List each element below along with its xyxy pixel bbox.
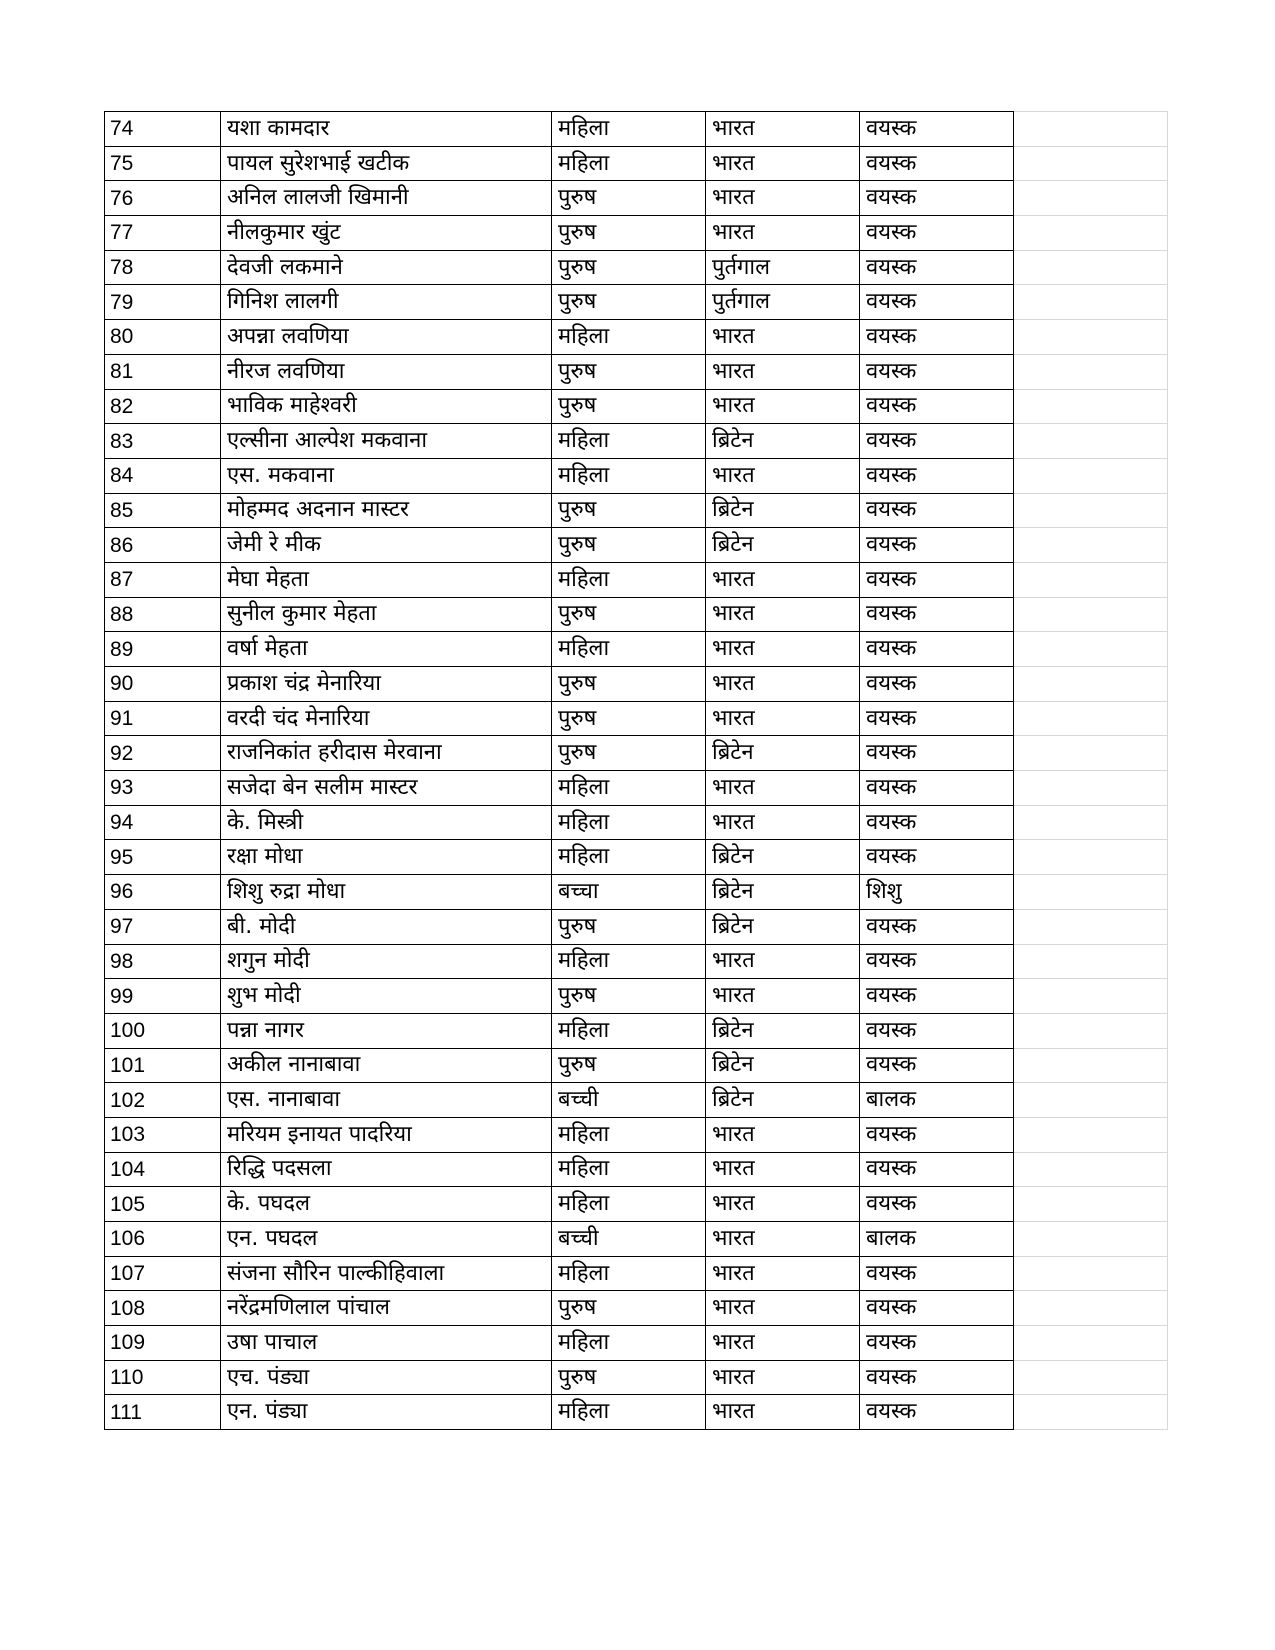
- gender-cell: पुरुष: [552, 1048, 706, 1083]
- age-group-cell: वयस्क: [860, 424, 1014, 459]
- age-group-cell: शिशु: [860, 875, 1014, 910]
- person-name: सजेदा बेन सलीम मास्टर: [221, 771, 552, 806]
- person-name: प्रकाश चंद्र मेनारिया: [221, 667, 552, 702]
- row-number: 107: [105, 1256, 221, 1291]
- empty-cell: [1014, 1291, 1168, 1326]
- person-name: बी. मोदी: [221, 909, 552, 944]
- table-row: [105, 181, 1168, 216]
- table-row: [105, 1048, 1168, 1083]
- row-number: 110: [105, 1360, 221, 1395]
- country-cell: भारत: [706, 112, 860, 147]
- age-group-cell: वयस्क: [860, 1152, 1014, 1187]
- table-row: [105, 771, 1168, 806]
- person-name: उषा पाचाल: [221, 1326, 552, 1361]
- age-group-cell: वयस्क: [860, 1048, 1014, 1083]
- country-cell: भारत: [706, 944, 860, 979]
- age-group-cell: वयस्क: [860, 320, 1014, 355]
- gender-cell: महिला: [552, 632, 706, 667]
- gender-cell: महिला: [552, 320, 706, 355]
- gender-cell: पुरुष: [552, 701, 706, 736]
- age-group-cell: वयस्क: [860, 250, 1014, 285]
- gender-cell: पुरुष: [552, 493, 706, 528]
- empty-cell: [1014, 528, 1168, 563]
- person-name: के. मिस्त्री: [221, 805, 552, 840]
- table-row: [105, 736, 1168, 771]
- empty-cell: [1014, 146, 1168, 181]
- row-number: 84: [105, 458, 221, 493]
- person-name: एस. मकवाना: [221, 458, 552, 493]
- empty-cell: [1014, 1013, 1168, 1048]
- table-row: [105, 979, 1168, 1014]
- row-number: 99: [105, 979, 221, 1014]
- row-number: 81: [105, 354, 221, 389]
- person-name: यशा कामदार: [221, 112, 552, 147]
- table-row: [105, 1222, 1168, 1257]
- empty-cell: [1014, 667, 1168, 702]
- row-number: 76: [105, 181, 221, 216]
- row-number: 82: [105, 389, 221, 424]
- age-group-cell: वयस्क: [860, 805, 1014, 840]
- gender-cell: महिला: [552, 840, 706, 875]
- country-cell: भारत: [706, 354, 860, 389]
- table-row: [105, 1360, 1168, 1395]
- table-row: [105, 389, 1168, 424]
- empty-cell: [1014, 597, 1168, 632]
- table-row: [105, 597, 1168, 632]
- row-number: 93: [105, 771, 221, 806]
- age-group-cell: वयस्क: [860, 1360, 1014, 1395]
- table-row: [105, 1083, 1168, 1118]
- row-number: 103: [105, 1117, 221, 1152]
- country-cell: भारत: [706, 320, 860, 355]
- age-group-cell: वयस्क: [860, 181, 1014, 216]
- row-number: 77: [105, 216, 221, 251]
- person-name: एस. नानाबावा: [221, 1083, 552, 1118]
- age-group-cell: बालक: [860, 1083, 1014, 1118]
- table-row: [105, 875, 1168, 910]
- row-number: 75: [105, 146, 221, 181]
- gender-cell: महिला: [552, 771, 706, 806]
- country-cell: भारत: [706, 979, 860, 1014]
- row-number: 85: [105, 493, 221, 528]
- country-cell: पुर्तगाल: [706, 285, 860, 320]
- country-cell: भारत: [706, 1222, 860, 1257]
- person-name: वरदी चंद मेनारिया: [221, 701, 552, 736]
- gender-cell: पुरुष: [552, 528, 706, 563]
- country-cell: भारत: [706, 146, 860, 181]
- person-name: शिशु रुद्रा मोधा: [221, 875, 552, 910]
- table-row: [105, 1152, 1168, 1187]
- age-group-cell: वयस्क: [860, 909, 1014, 944]
- table-row: [105, 493, 1168, 528]
- table-row: [105, 1117, 1168, 1152]
- row-number: 98: [105, 944, 221, 979]
- row-number: 111: [105, 1395, 221, 1430]
- table-row: [105, 146, 1168, 181]
- country-cell: ब्रिटेन: [706, 909, 860, 944]
- age-group-cell: वयस्क: [860, 1013, 1014, 1048]
- gender-cell: महिला: [552, 1187, 706, 1222]
- person-name: संजना सौरिन पाल्कीहिवाला: [221, 1256, 552, 1291]
- table-row: [105, 840, 1168, 875]
- age-group-cell: वयस्क: [860, 1326, 1014, 1361]
- gender-cell: पुरुष: [552, 181, 706, 216]
- empty-cell: [1014, 112, 1168, 147]
- table-row: [105, 285, 1168, 320]
- age-group-cell: वयस्क: [860, 112, 1014, 147]
- empty-cell: [1014, 354, 1168, 389]
- person-name: एल्सीना आल्पेश मकवाना: [221, 424, 552, 459]
- empty-cell: [1014, 771, 1168, 806]
- row-number: 83: [105, 424, 221, 459]
- empty-cell: [1014, 181, 1168, 216]
- table-row: [105, 1291, 1168, 1326]
- empty-cell: [1014, 320, 1168, 355]
- gender-cell: पुरुष: [552, 285, 706, 320]
- person-name: मेघा मेहता: [221, 562, 552, 597]
- person-name: एन. पंड्या: [221, 1395, 552, 1430]
- age-group-cell: वयस्क: [860, 1291, 1014, 1326]
- age-group-cell: वयस्क: [860, 736, 1014, 771]
- gender-cell: पुरुष: [552, 667, 706, 702]
- table-row: [105, 528, 1168, 563]
- person-name: जेमी रे मीक: [221, 528, 552, 563]
- gender-cell: पुरुष: [552, 597, 706, 632]
- row-number: 101: [105, 1048, 221, 1083]
- person-name: एच. पंड्या: [221, 1360, 552, 1395]
- row-number: 94: [105, 805, 221, 840]
- age-group-cell: वयस्क: [860, 840, 1014, 875]
- gender-cell: पुरुष: [552, 909, 706, 944]
- country-cell: ब्रिटेन: [706, 424, 860, 459]
- passenger-table: [104, 111, 1168, 1430]
- age-group-cell: वयस्क: [860, 632, 1014, 667]
- gender-cell: महिला: [552, 146, 706, 181]
- row-number: 105: [105, 1187, 221, 1222]
- row-number: 90: [105, 667, 221, 702]
- gender-cell: महिला: [552, 112, 706, 147]
- person-name: नीरज लवणिया: [221, 354, 552, 389]
- age-group-cell: वयस्क: [860, 354, 1014, 389]
- country-cell: भारत: [706, 1395, 860, 1430]
- gender-cell: महिला: [552, 1013, 706, 1048]
- country-cell: भारत: [706, 1152, 860, 1187]
- table-row: [105, 667, 1168, 702]
- country-cell: ब्रिटेन: [706, 1048, 860, 1083]
- age-group-cell: वयस्क: [860, 944, 1014, 979]
- age-group-cell: वयस्क: [860, 979, 1014, 1014]
- gender-cell: महिला: [552, 458, 706, 493]
- empty-cell: [1014, 944, 1168, 979]
- table-row: [105, 1256, 1168, 1291]
- gender-cell: पुरुष: [552, 1360, 706, 1395]
- table-row: [105, 250, 1168, 285]
- row-number: 92: [105, 736, 221, 771]
- gender-cell: पुरुष: [552, 736, 706, 771]
- table-row: [105, 701, 1168, 736]
- person-name: भाविक माहेश्वरी: [221, 389, 552, 424]
- gender-cell: बच्चा: [552, 875, 706, 910]
- row-number: 89: [105, 632, 221, 667]
- person-name: गिनिश लालगी: [221, 285, 552, 320]
- age-group-cell: वयस्क: [860, 146, 1014, 181]
- person-name: शुभ मोदी: [221, 979, 552, 1014]
- empty-cell: [1014, 736, 1168, 771]
- country-cell: भारत: [706, 1117, 860, 1152]
- gender-cell: महिला: [552, 805, 706, 840]
- country-cell: भारत: [706, 632, 860, 667]
- gender-cell: पुरुष: [552, 354, 706, 389]
- country-cell: ब्रिटेन: [706, 840, 860, 875]
- age-group-cell: वयस्क: [860, 493, 1014, 528]
- gender-cell: महिला: [552, 1256, 706, 1291]
- gender-cell: महिला: [552, 1395, 706, 1430]
- empty-cell: [1014, 875, 1168, 910]
- row-number: 88: [105, 597, 221, 632]
- row-number: 106: [105, 1222, 221, 1257]
- empty-cell: [1014, 424, 1168, 459]
- person-name: सुनील कुमार मेहता: [221, 597, 552, 632]
- gender-cell: पुरुष: [552, 1291, 706, 1326]
- person-name: देवजी लकमाने: [221, 250, 552, 285]
- country-cell: भारत: [706, 1326, 860, 1361]
- row-number: 74: [105, 112, 221, 147]
- country-cell: भारत: [706, 1360, 860, 1395]
- table-row: [105, 320, 1168, 355]
- country-cell: ब्रिटेन: [706, 875, 860, 910]
- person-name: के. पघदल: [221, 1187, 552, 1222]
- table-row: [105, 1326, 1168, 1361]
- gender-cell: महिला: [552, 944, 706, 979]
- age-group-cell: वयस्क: [860, 1187, 1014, 1222]
- person-name: पायल सुरेशभाई खटीक: [221, 146, 552, 181]
- table-body: [105, 112, 1168, 1430]
- person-name: पन्ना नागर: [221, 1013, 552, 1048]
- country-cell: भारत: [706, 1256, 860, 1291]
- age-group-cell: वयस्क: [860, 458, 1014, 493]
- table-row: [105, 354, 1168, 389]
- empty-cell: [1014, 1048, 1168, 1083]
- empty-cell: [1014, 562, 1168, 597]
- table-row: [105, 562, 1168, 597]
- country-cell: ब्रिटेन: [706, 1083, 860, 1118]
- country-cell: भारत: [706, 701, 860, 736]
- table-row: [105, 216, 1168, 251]
- age-group-cell: वयस्क: [860, 1395, 1014, 1430]
- empty-cell: [1014, 216, 1168, 251]
- person-name: राजनिकांत हरीदास मेरवाना: [221, 736, 552, 771]
- empty-cell: [1014, 840, 1168, 875]
- person-name: वर्षा मेहता: [221, 632, 552, 667]
- age-group-cell: वयस्क: [860, 701, 1014, 736]
- country-cell: भारत: [706, 181, 860, 216]
- gender-cell: महिला: [552, 1117, 706, 1152]
- gender-cell: महिला: [552, 562, 706, 597]
- person-name: अपन्ना लवणिया: [221, 320, 552, 355]
- empty-cell: [1014, 1256, 1168, 1291]
- country-cell: ब्रिटेन: [706, 1013, 860, 1048]
- age-group-cell: वयस्क: [860, 667, 1014, 702]
- gender-cell: पुरुष: [552, 389, 706, 424]
- age-group-cell: वयस्क: [860, 1117, 1014, 1152]
- person-name: एन. पघदल: [221, 1222, 552, 1257]
- empty-cell: [1014, 701, 1168, 736]
- row-number: 80: [105, 320, 221, 355]
- empty-cell: [1014, 285, 1168, 320]
- empty-cell: [1014, 493, 1168, 528]
- empty-cell: [1014, 1117, 1168, 1152]
- empty-cell: [1014, 1326, 1168, 1361]
- country-cell: भारत: [706, 562, 860, 597]
- country-cell: भारत: [706, 597, 860, 632]
- empty-cell: [1014, 1360, 1168, 1395]
- person-name: अनिल लालजी खिमानी: [221, 181, 552, 216]
- empty-cell: [1014, 458, 1168, 493]
- country-cell: भारत: [706, 216, 860, 251]
- age-group-cell: बालक: [860, 1222, 1014, 1257]
- empty-cell: [1014, 1152, 1168, 1187]
- empty-cell: [1014, 389, 1168, 424]
- gender-cell: पुरुष: [552, 216, 706, 251]
- person-name: रक्षा मोधा: [221, 840, 552, 875]
- person-name: नीलकुमार खुंट: [221, 216, 552, 251]
- person-name: मरियम इनायत पादरिया: [221, 1117, 552, 1152]
- table-row: [105, 1187, 1168, 1222]
- empty-cell: [1014, 250, 1168, 285]
- country-cell: भारत: [706, 1187, 860, 1222]
- empty-cell: [1014, 632, 1168, 667]
- gender-cell: बच्ची: [552, 1083, 706, 1118]
- country-cell: भारत: [706, 667, 860, 702]
- age-group-cell: वयस्क: [860, 771, 1014, 806]
- row-number: 78: [105, 250, 221, 285]
- empty-cell: [1014, 1222, 1168, 1257]
- row-number: 102: [105, 1083, 221, 1118]
- person-name: मोहम्मद अदनान मास्टर: [221, 493, 552, 528]
- table-row: [105, 424, 1168, 459]
- row-number: 95: [105, 840, 221, 875]
- gender-cell: महिला: [552, 424, 706, 459]
- empty-cell: [1014, 979, 1168, 1014]
- age-group-cell: वयस्क: [860, 285, 1014, 320]
- row-number: 109: [105, 1326, 221, 1361]
- age-group-cell: वयस्क: [860, 562, 1014, 597]
- gender-cell: महिला: [552, 1152, 706, 1187]
- table-row: [105, 1013, 1168, 1048]
- empty-cell: [1014, 1395, 1168, 1430]
- row-number: 91: [105, 701, 221, 736]
- age-group-cell: वयस्क: [860, 528, 1014, 563]
- table-row: [105, 1395, 1168, 1430]
- age-group-cell: वयस्क: [860, 389, 1014, 424]
- person-name: अकील नानाबावा: [221, 1048, 552, 1083]
- person-name: शगुन मोदी: [221, 944, 552, 979]
- row-number: 104: [105, 1152, 221, 1187]
- country-cell: भारत: [706, 389, 860, 424]
- empty-cell: [1014, 1083, 1168, 1118]
- person-name: रिद्धि पदसला: [221, 1152, 552, 1187]
- person-name: नरेंद्रमणिलाल पांचाल: [221, 1291, 552, 1326]
- age-group-cell: वयस्क: [860, 1256, 1014, 1291]
- country-cell: भारत: [706, 805, 860, 840]
- country-cell: ब्रिटेन: [706, 736, 860, 771]
- empty-cell: [1014, 1187, 1168, 1222]
- gender-cell: महिला: [552, 1326, 706, 1361]
- row-number: 96: [105, 875, 221, 910]
- row-number: 79: [105, 285, 221, 320]
- country-cell: भारत: [706, 1291, 860, 1326]
- age-group-cell: वयस्क: [860, 216, 1014, 251]
- gender-cell: पुरुष: [552, 250, 706, 285]
- empty-cell: [1014, 805, 1168, 840]
- table-row: [105, 909, 1168, 944]
- country-cell: ब्रिटेन: [706, 528, 860, 563]
- country-cell: पुर्तगाल: [706, 250, 860, 285]
- row-number: 87: [105, 562, 221, 597]
- country-cell: ब्रिटेन: [706, 493, 860, 528]
- table-row: [105, 458, 1168, 493]
- row-number: 108: [105, 1291, 221, 1326]
- gender-cell: बच्ची: [552, 1222, 706, 1257]
- row-number: 86: [105, 528, 221, 563]
- table-row: [105, 112, 1168, 147]
- table-row: [105, 632, 1168, 667]
- country-cell: भारत: [706, 458, 860, 493]
- age-group-cell: वयस्क: [860, 597, 1014, 632]
- country-cell: भारत: [706, 771, 860, 806]
- row-number: 97: [105, 909, 221, 944]
- table-row: [105, 944, 1168, 979]
- empty-cell: [1014, 909, 1168, 944]
- row-number: 100: [105, 1013, 221, 1048]
- table-row: [105, 805, 1168, 840]
- gender-cell: पुरुष: [552, 979, 706, 1014]
